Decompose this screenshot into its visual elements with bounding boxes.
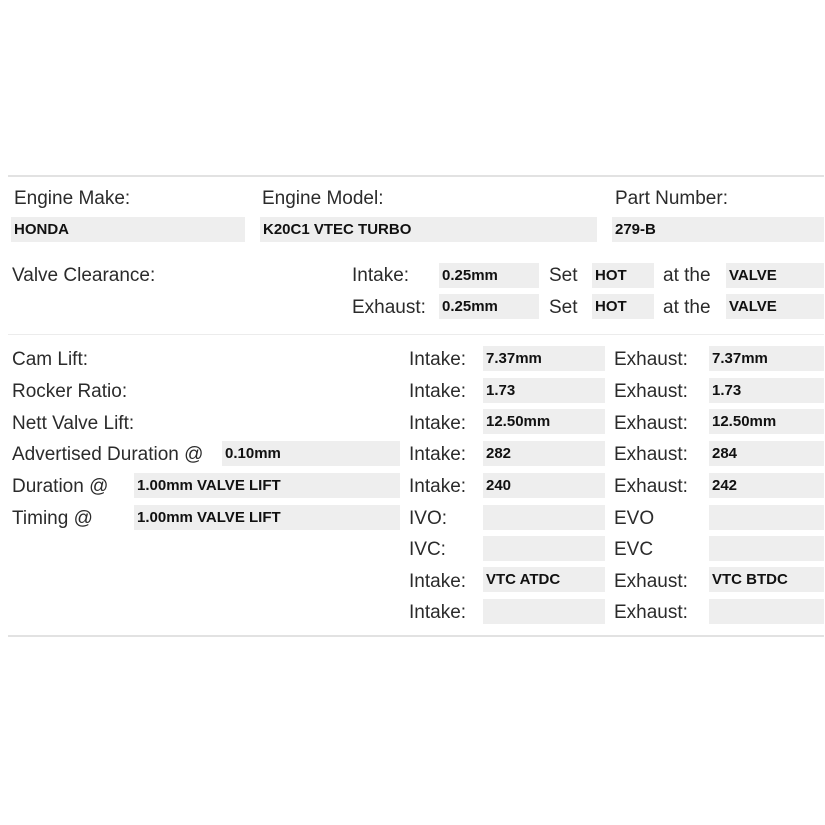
spec-right-label: Exhaust: — [614, 602, 688, 623]
spec-left-value — [483, 536, 605, 561]
clearance-intake-set-label: Set — [549, 265, 578, 286]
clearance-exhaust-value: 0.25mm — [439, 294, 539, 319]
engine-model-label: Engine Model: — [262, 188, 384, 209]
timing-label: Timing @ — [12, 508, 93, 529]
spec-right-label: Exhaust: — [614, 349, 688, 370]
valve-clearance-label: Valve Clearance: — [12, 265, 156, 286]
spec-left-label: IVO: — [409, 508, 448, 529]
spec-left-label: Intake: — [409, 381, 467, 402]
spec-left-label: Intake: — [409, 571, 467, 592]
spec-right-label: EVO — [614, 508, 655, 529]
clearance-intake-label: Intake: — [352, 265, 410, 286]
spec-right-value: VTC BTDC — [709, 567, 824, 592]
spec-right-value: 12.50mm — [709, 409, 824, 434]
clearance-intake-temp: HOT — [592, 263, 654, 288]
timing-at: 1.00mm VALVE LIFT — [134, 505, 400, 530]
spec-right-label: Exhaust: — [614, 444, 688, 465]
part-number-label: Part Number: — [615, 188, 728, 209]
clearance-intake-at-label: at the — [663, 265, 711, 286]
spec-right-value: 7.37mm — [709, 346, 824, 371]
spec-right-value: 284 — [709, 441, 824, 466]
spec-right-value: 242 — [709, 473, 824, 498]
section-divider — [8, 334, 824, 335]
spec-left-value — [483, 505, 605, 530]
spec-left-value: 1.73 — [483, 378, 605, 403]
clearance-exhaust-temp: HOT — [592, 294, 654, 319]
cam-lift-label: Cam Lift: — [12, 349, 89, 370]
advertised-duration-label: Advertised Duration @ — [12, 444, 204, 465]
clearance-exhaust-set-label: Set — [549, 297, 578, 318]
spec-right-value: 1.73 — [709, 378, 824, 403]
rocker-ratio-label: Rocker Ratio: — [12, 381, 128, 402]
spec-right-label: Exhaust: — [614, 413, 688, 434]
spec-left-label: Intake: — [409, 413, 467, 434]
duration-at: 1.00mm VALVE LIFT — [134, 473, 400, 498]
spec-right-value — [709, 505, 824, 530]
spec-left-value — [483, 599, 605, 624]
advertised-duration-at: 0.10mm — [222, 441, 400, 466]
duration-label: Duration @ — [12, 476, 109, 497]
clearance-intake-value: 0.25mm — [439, 263, 539, 288]
spec-left-value: 12.50mm — [483, 409, 605, 434]
spec-left-value: 282 — [483, 441, 605, 466]
spec-right-value — [709, 536, 824, 561]
engine-make-field: HONDA — [11, 217, 245, 242]
spec-left-value: 240 — [483, 473, 605, 498]
part-number-field: 279-B — [612, 217, 824, 242]
spec-left-label: Intake: — [409, 602, 467, 623]
spec-left-label: Intake: — [409, 349, 467, 370]
spec-left-label: Intake: — [409, 476, 467, 497]
clearance-intake-location: VALVE — [726, 263, 824, 288]
spec-left-label: Intake: — [409, 444, 467, 465]
engine-model-field: K20C1 VTEC TURBO — [260, 217, 597, 242]
top-divider — [8, 175, 824, 177]
clearance-exhaust-label: Exhaust: — [352, 297, 426, 318]
spec-right-label: Exhaust: — [614, 571, 688, 592]
engine-make-label: Engine Make: — [14, 188, 131, 209]
nett-valve-lift-label: Nett Valve Lift: — [12, 413, 135, 434]
spec-left-value: 7.37mm — [483, 346, 605, 371]
spec-right-label: Exhaust: — [614, 476, 688, 497]
clearance-exhaust-at-label: at the — [663, 297, 711, 318]
clearance-exhaust-location: VALVE — [726, 294, 824, 319]
spec-left-label: IVC: — [409, 539, 446, 560]
bottom-divider — [8, 635, 824, 637]
spec-left-value: VTC ATDC — [483, 567, 605, 592]
spec-right-value — [709, 599, 824, 624]
spec-right-label: EVC — [614, 539, 654, 560]
spec-right-label: Exhaust: — [614, 381, 688, 402]
